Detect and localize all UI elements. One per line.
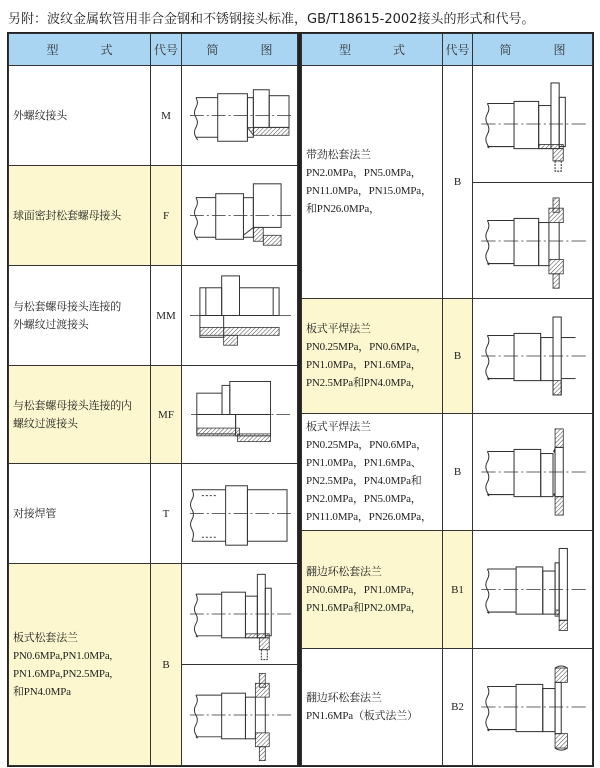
header-code-label: 代号	[445, 43, 470, 57]
type-text: PN1.6MPa,PN2.5MPa,	[13, 667, 113, 680]
type-text: PN0.25MPa，PN0.6MPa，	[306, 439, 427, 451]
type-text: 翻边环松套法兰	[306, 565, 382, 578]
type-cell	[8, 463, 151, 564]
code-text: B	[453, 350, 462, 362]
swivel-nut-fitting-drawing	[182, 166, 297, 265]
code-text: B	[162, 658, 170, 671]
type-text: PN0.25MPa，PN0.6MPa，	[306, 341, 427, 353]
diagram-loose-plate-flange-welded	[181, 664, 298, 766]
header-diagram-label: 图	[260, 43, 273, 57]
type-cell	[301, 413, 443, 531]
type-text: PN1.0MPa，PN1.6MPa，	[306, 359, 422, 371]
type-cell	[8, 65, 151, 166]
right-header-type	[301, 33, 443, 66]
right-header-diagram	[472, 33, 593, 66]
header-type-label: 式	[100, 43, 113, 57]
male-adapter-drawing	[182, 266, 297, 365]
type-text: PN2.0MPa，PN5.0MPa，	[306, 167, 422, 179]
code-text: M	[161, 109, 171, 122]
type-text: 板式平焊法兰	[306, 323, 371, 335]
loose-plate-flange-drawing	[182, 564, 297, 664]
code-cell	[150, 165, 182, 266]
type-cell	[301, 530, 443, 649]
header-code-label: 代号	[153, 43, 178, 57]
diagram-male-adapter	[181, 265, 298, 366]
butt-weld-pipe-drawing	[182, 464, 297, 563]
code-cell	[442, 530, 473, 649]
type-text: PN2.0MPa，PN5.0MPa，	[306, 493, 422, 505]
code-text: B2	[451, 701, 464, 713]
type-text: 板式松套法兰	[13, 631, 78, 644]
type-text: PN11.0MPa，PN26.0MPa，	[306, 511, 432, 523]
header-diagram-label: 简	[206, 43, 219, 57]
type-text: 与松套螺母接头连接的	[13, 300, 121, 313]
code-text: MM	[156, 309, 176, 322]
code-cell	[442, 413, 473, 531]
left-header-type	[8, 33, 151, 66]
diagram-lapped-ring-plate-flange	[472, 648, 593, 766]
type-text: 与松套螺母接头连接的内	[13, 399, 132, 412]
diagram-loose-plate-flange	[181, 563, 298, 665]
diagram-swivel-nut-fitting	[181, 165, 298, 266]
code-text: B1	[451, 583, 464, 596]
type-text: 翻边环松套法兰	[306, 692, 382, 704]
code-cell	[150, 563, 182, 766]
header-type-label: 式	[393, 43, 406, 57]
female-adapter-drawing	[182, 366, 297, 463]
loose-plate-flange-welded-drawing	[473, 183, 592, 299]
type-cell	[8, 563, 151, 766]
code-cell	[442, 65, 473, 299]
code-cell	[150, 463, 182, 564]
left-header-code	[150, 33, 182, 66]
diagram-lapped-ring-flange	[472, 530, 593, 649]
type-cell	[8, 265, 151, 366]
male-thread-fitting-drawing	[182, 66, 297, 165]
code-cell	[442, 648, 473, 766]
type-text: 和PN4.0MPa	[13, 685, 71, 698]
type-text: 外螺纹过渡接头	[13, 318, 89, 331]
diagram-loose-plate-flange-welded	[472, 182, 593, 300]
header-type-label: 型	[46, 43, 59, 57]
type-text: PN1.6MPa（板式法兰）	[306, 710, 418, 722]
right-header-code	[442, 33, 473, 66]
type-text: 螺纹过渡接头	[13, 417, 78, 430]
header-type-label: 型	[338, 43, 351, 57]
lapped-ring-plate-flange-drawing	[473, 649, 592, 765]
loose-plate-flange-drawing	[473, 66, 592, 182]
type-text: PN2.5MPa和PN4.0MPa，	[306, 377, 422, 389]
type-text: 对接焊管	[13, 507, 57, 520]
type-text: 球面密封松套螺母接头	[13, 209, 121, 222]
type-cell	[8, 165, 151, 266]
type-text: 和PN26.0MPa，	[306, 203, 380, 215]
type-text: PN1.6MPa和PN2.0MPa，	[306, 601, 422, 614]
type-cell	[301, 65, 443, 299]
left-header-diagram	[181, 33, 298, 66]
header-diagram-label: 简	[499, 43, 512, 57]
code-text: F	[162, 209, 170, 222]
loose-plate-flange-welded-drawing	[182, 665, 297, 765]
type-text: PN0.6MPa，PN1.0MPa，	[306, 583, 422, 596]
header-diagram-label: 图	[553, 43, 566, 57]
type-cell	[8, 365, 151, 464]
type-text: 板式平焊法兰	[306, 421, 371, 433]
diagram-butt-weld-pipe	[181, 463, 298, 564]
code-text: B	[453, 466, 462, 478]
type-text: PN2.5MPa，PN4.0MPa和	[306, 475, 422, 487]
lapped-ring-flange-drawing	[473, 531, 592, 648]
diagram-female-adapter	[181, 365, 298, 464]
type-text: 外螺纹接头	[13, 109, 67, 122]
code-text: T	[162, 507, 170, 520]
type-text: PN1.0MPa，PN1.6MPa、	[306, 457, 422, 469]
type-text: PN0.6MPa,PN1.0MPa,	[13, 649, 113, 662]
diagram-slip-on-flange-welded	[472, 413, 593, 531]
type-text: 带劲松套法兰	[306, 149, 371, 161]
diagram-loose-plate-flange	[472, 65, 593, 183]
code-text: MF	[158, 408, 174, 421]
code-cell	[442, 298, 473, 414]
type-text: PN11.0MPa，PN15.0MPa，	[306, 185, 432, 197]
diagram-slip-on-flange	[472, 298, 593, 414]
caption: 另附：波纹金属软管用非合金钢和不锈钢接头标准，GB/T18615-2002接头的形式和代号。	[8, 12, 535, 27]
code-cell	[150, 365, 182, 464]
code-cell	[150, 65, 182, 166]
diagram-male-thread-fitting	[181, 65, 298, 166]
type-cell	[301, 648, 443, 766]
slip-on-flange-drawing	[473, 299, 592, 413]
slip-on-flange-welded-drawing	[473, 414, 592, 530]
type-cell	[301, 298, 443, 414]
code-text: B	[453, 176, 462, 188]
code-cell	[150, 265, 182, 366]
